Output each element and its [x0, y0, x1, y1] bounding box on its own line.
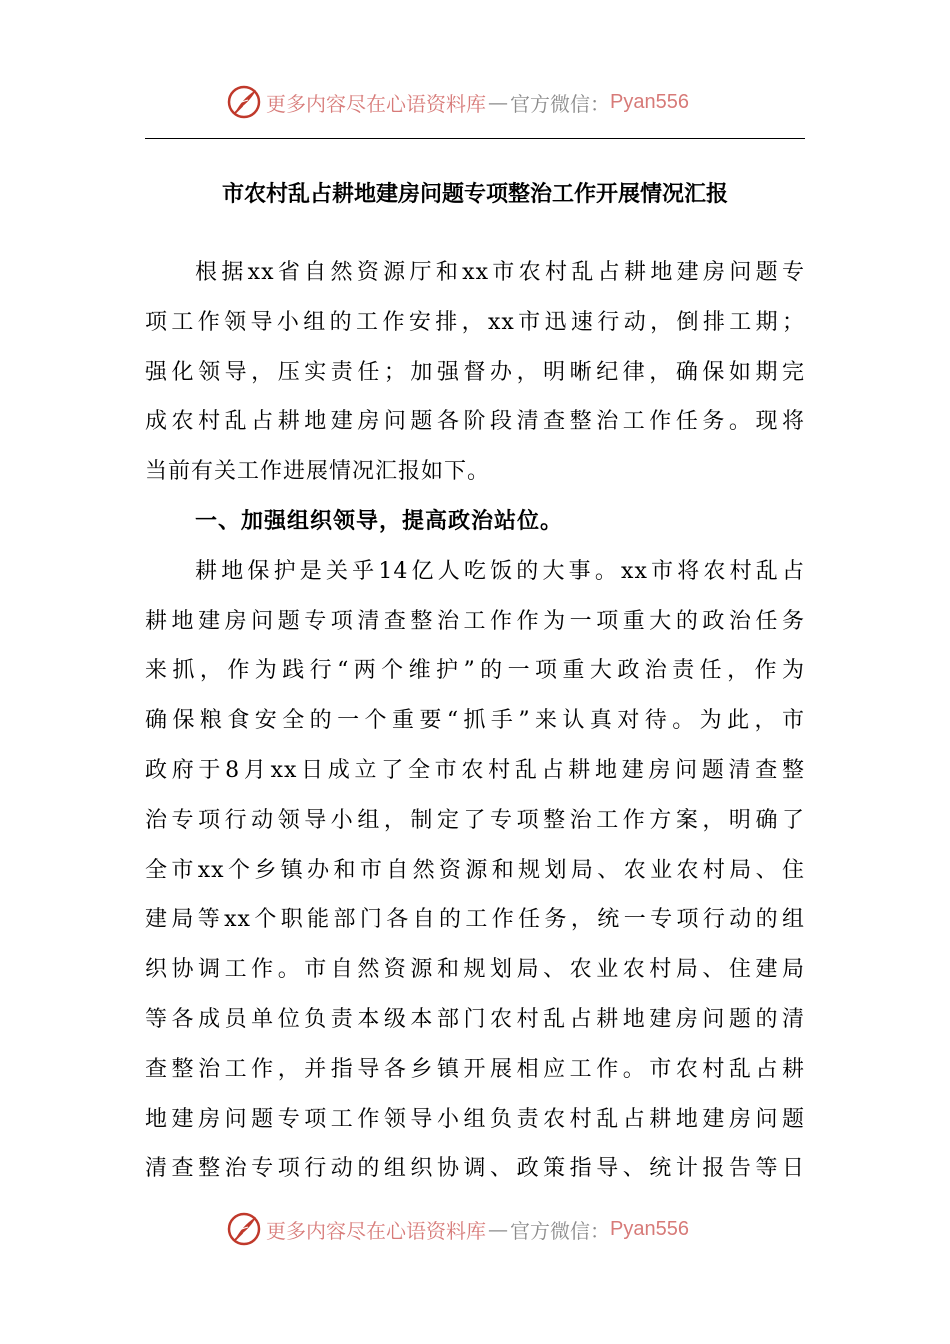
footer-dash: —: [488, 1217, 508, 1241]
body-line: 建局等xx个职能部门各自的工作任务，统一专项行动的组: [145, 907, 805, 933]
body-line: 来抓，作为践行“两个维护”的一项重大政治责任，作为: [145, 658, 805, 684]
body-line: 成农村乱占耕地建房问题各阶段清查整治工作任务。现将: [145, 409, 805, 435]
body-line: 当前有关工作进展情况汇报如下。: [145, 459, 491, 485]
quill-logo-icon: [226, 1211, 262, 1247]
body-line: 耕地建房问题专项清查整治工作作为一项重大的政治任务: [145, 608, 805, 634]
footer-wechat-id: Pyan556: [610, 1217, 689, 1240]
document-body: [145, 248, 805, 1194]
body-line: 清查整治专项行动的组织协调、政策指导、统计报告等日: [145, 1156, 805, 1182]
section-heading: 一、加强组织领导，提高政治站位。: [195, 508, 564, 534]
header-dash: —: [488, 90, 508, 114]
document-title: 市农村乱占耕地建房问题专项整治工作开展情况汇报: [221, 181, 728, 207]
header-wechat-label: 官方微信：: [510, 91, 610, 116]
quill-logo-icon: [226, 84, 262, 120]
body-line: 耕地保护是关乎14亿人吃饭的大事。xx市将农村乱占: [195, 558, 805, 584]
body-line: 治专项行动领导小组，制定了专项整治工作方案，明确了: [145, 807, 805, 833]
body-line: 项工作领导小组的工作安排，xx市迅速行动，倒排工期；: [145, 309, 805, 335]
body-line: 查整治工作，并指导各乡镇开展相应工作。市农村乱占耕: [145, 1056, 805, 1082]
body-line: 全市xx个乡镇办和市自然资源和规划局、农业农村局、住: [145, 857, 805, 883]
header-divider: [145, 138, 805, 139]
footer-slogan: 更多内容尽在心语资料库: [266, 1218, 486, 1243]
footer-brand: [226, 1209, 746, 1249]
header-slogan: 更多内容尽在心语资料库: [266, 91, 486, 116]
header-brand: [226, 82, 746, 122]
body-line: 政府于8月xx日成立了全市农村乱占耕地建房问题清查整: [145, 757, 805, 783]
body-line: 根据xx省自然资源厅和xx市农村乱占耕地建房问题专: [195, 260, 805, 285]
body-line: 等各成员单位负责本级本部门农村乱占耕地建房问题的清: [145, 1006, 805, 1032]
footer-wechat-label: 官方微信：: [510, 1218, 610, 1243]
body-line: 地建房问题专项工作领导小组负责农村乱占耕地建房问题: [145, 1106, 805, 1132]
body-line: 织协调工作。市自然资源和规划局、农业农村局、住建局: [145, 957, 805, 983]
body-line: 强化领导，压实责任；加强督办，明晰纪律，确保如期完: [145, 359, 805, 385]
body-line: 确保粮食安全的一个重要“抓手”来认真对待。为此，市: [145, 708, 805, 734]
header-wechat-id: Pyan556: [610, 90, 689, 113]
